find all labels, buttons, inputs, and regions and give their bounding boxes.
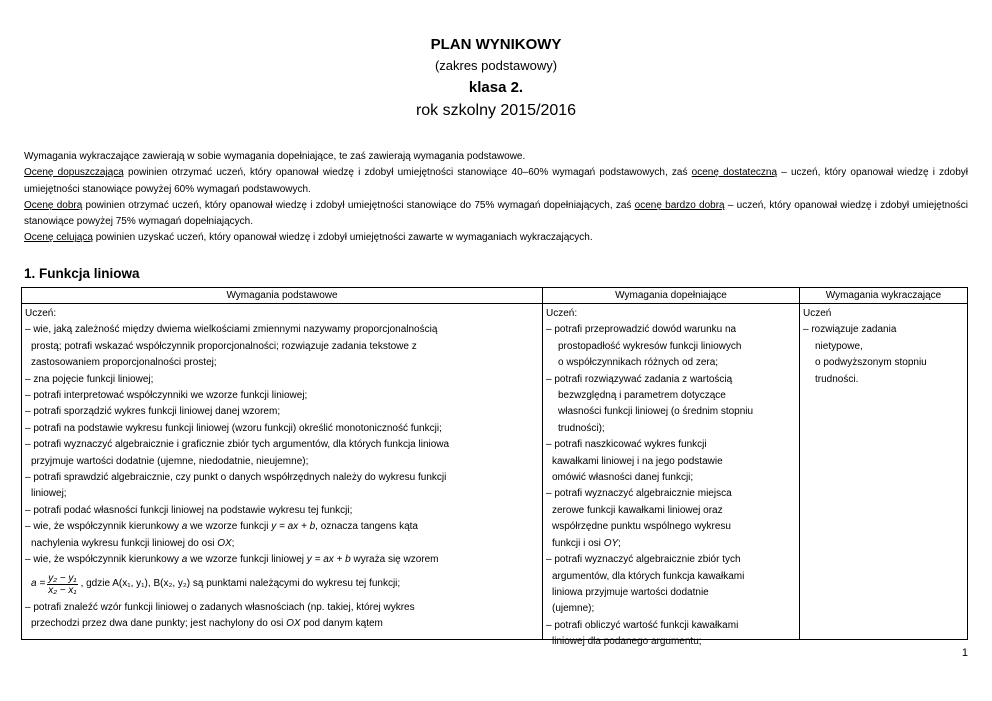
grade-term: Ocenę celującą — [24, 232, 93, 244]
list-item: prostą; potrafi wskazać współczynnik proporcjonalności; rozwiązuje zadania tekstowe z — [31, 340, 417, 352]
list-item: – potrafi obliczyć wartość funkcji kawałkami — [546, 619, 739, 631]
table-body-row — [22, 304, 967, 648]
cell-basic — [22, 304, 543, 640]
list-item: kawałkami liniowej i na jego podstawie — [552, 455, 723, 467]
text: , gdzie A(x₁, y₁), B(x₂, y₂) są punktami należącymi do wykresu tej funkcji; — [80, 577, 401, 589]
list-item: Uczeń: — [546, 308, 578, 319]
list-item: o współczynnikach różnych od zera; — [558, 357, 719, 369]
fraction-numerator: y₂ − y₁ — [48, 572, 77, 584]
math-var: OY — [603, 537, 619, 549]
intro-line: Wymagania wykraczające zawierają w sobie wymagania dopełniające, te zaś zawierają wymagania podstawowe. — [24, 151, 526, 162]
grade-celujaca-rule — [24, 230, 968, 246]
text: pod danym kątem — [300, 617, 383, 629]
list-item: – potrafi interpretować współczynniki we wzorze funkcji liniowej; — [25, 390, 308, 402]
list-item: trudności. — [815, 373, 859, 385]
math-var: OX — [286, 617, 301, 629]
grade-dobra-rule — [24, 198, 968, 231]
math-var: a — [181, 521, 188, 533]
header-extended: Wymagania wykraczające — [825, 290, 942, 301]
list-item: – rozwiązuje zadania — [803, 324, 897, 336]
grade-term: ocenę bardzo dobrą — [634, 199, 725, 211]
text: , oznacza tangens kąta — [315, 521, 418, 533]
slope-formula — [25, 569, 538, 600]
list-item: – potrafi sporządzić wykres funkcji liniowej danej wzorem; — [25, 406, 281, 418]
header-basic: Wymagania podstawowe — [22, 288, 543, 303]
document-title: PLAN WYNIKOWY — [430, 36, 562, 53]
text: nachylenia wykresu funkcji liniowej do osi — [31, 537, 218, 549]
text: funkcji i osi — [552, 537, 604, 549]
list-item: liniowej; — [31, 488, 67, 500]
header-supplementary: Wymagania dopełniające — [543, 288, 800, 303]
school-year: rok szkolny 2015/2016 — [415, 102, 577, 119]
grade-term: Ocenę dobrą — [24, 199, 83, 211]
list-item: liniowa przyjmuje wartości dodatnie — [552, 586, 709, 598]
list-item: zerowe funkcji kawałkami liniowej oraz — [552, 504, 723, 516]
fraction — [47, 573, 77, 596]
list-item — [25, 616, 538, 632]
list-item: nietypowe, — [815, 340, 863, 352]
list-item: trudności); — [558, 422, 605, 434]
text: ; — [231, 537, 235, 549]
list-item: Uczeń — [803, 308, 832, 319]
grade-dopuszczajaca-rule — [24, 165, 968, 198]
rule-text: powinien otrzymać uczeń, który opanował wiedzę i zdobył umiejętności stanowiące do 75% wymagań dopełniających, zaś — [82, 199, 635, 211]
list-item: – potrafi rozwiązywać zadania z wartością — [546, 373, 733, 385]
text: ; — [618, 537, 621, 549]
math-var: OX — [217, 537, 232, 549]
list-item — [25, 519, 538, 535]
list-item: – potrafi podać własności funkcji liniowej na podstawie wykresu tej funkcji; — [25, 504, 353, 516]
list-item: Uczeń: — [25, 308, 57, 319]
text: przechodzi przez dwa dane punkty; jest nachylony do osi — [31, 617, 287, 629]
list-item: – potrafi naszkicować wykres funkcji — [546, 439, 707, 451]
rule-text: powinien uzyskać uczeń, który opanował wiedzę i zdobył umiejętności zawarte w wymaganiach wykraczających. — [92, 232, 593, 244]
rule-text: – uczeń, który opanował wiedzę i zdobył umiejętności stanowiące powyżej 75% wymagań dopełniających. — [24, 199, 968, 228]
rule-text: – uczeń, który opanował wiedzę i zdobył umiejętności stanowiące powyżej 60% wymagań podstawowych. — [24, 167, 969, 195]
list-item: – potrafi przeprowadzić dowód warunku na — [546, 324, 737, 336]
math-formula: y = ax + b — [306, 554, 351, 566]
list-item — [546, 536, 795, 552]
math-var: a = — [31, 577, 46, 589]
list-item: przyjmuje wartości dodatnie (ujemne, niedodatnie, nieujemne); — [31, 455, 309, 467]
cell-extended — [800, 304, 967, 640]
list-item: – potrafi znaleźć wzór funkcji liniowej o zadanych własnościach (np. takiej, której wykres — [25, 601, 415, 613]
list-item: – zna pojęcie funkcji liniowej; — [25, 373, 154, 385]
list-item: – wie, jaką zależność między dwiema wielkościami zmiennymi nazywamy proporcjonalnością — [25, 324, 438, 336]
list-item — [25, 536, 538, 552]
list-item: argumentów, dla których funkcja kawałkami — [552, 570, 745, 582]
section-title: 1. Funkcja liniowa — [24, 266, 140, 281]
list-item — [25, 552, 538, 568]
list-item: zastosowaniem proporcjonalności prostej; — [31, 357, 217, 369]
requirements-table — [21, 287, 968, 648]
class-label: klasa 2. — [468, 79, 524, 96]
list-item: omówić własności danej funkcji; — [552, 472, 694, 484]
list-item: bezwzględną i parametrem dotyczące — [558, 390, 726, 402]
list-item: – potrafi sprawdzić algebraicznie, czy punkt o danych współrzędnych należy do wykresu funkcji — [25, 472, 447, 484]
text: we wzorze funkcji liniowej — [187, 554, 307, 566]
grade-term: ocenę dostateczną — [691, 167, 778, 179]
list-item: – potrafi wyznaczyć algebraicznie miejsca — [546, 488, 732, 500]
math-var: a — [181, 554, 188, 566]
text: we wzorze funkcji — [187, 521, 272, 533]
list-item: – potrafi wyznaczyć algebraicznie zbiór tych — [546, 554, 741, 566]
page-number: 1 — [961, 647, 968, 659]
list-item: prostopadłość wykresów funkcji liniowych — [558, 340, 742, 352]
grade-term: Ocenę dopuszczającą — [24, 167, 124, 179]
cell-supplementary — [543, 304, 800, 648]
list-item: liniowej dla podanego argumentu; — [552, 636, 702, 648]
list-item: (ujemne); — [552, 603, 595, 615]
list-item: o podwyższonym stopniu — [815, 357, 927, 369]
text: – wie, że współczynnik kierunkowy — [25, 554, 182, 566]
list-item: – potrafi wyznaczyć algebraicznie i graficznie zbiór tych argumentów, dla których funkcja liniowa — [25, 439, 450, 451]
grading-intro — [24, 149, 968, 247]
document-subtitle: (zakres podstawowy) — [434, 58, 558, 73]
rule-text: powinien otrzymać uczeń, który opanował wiedzę i zdobył umiejętności stanowiące 40–60% wymagań podstawowych, zaś — [123, 167, 692, 179]
math-formula: y = ax + b — [271, 521, 316, 533]
table-header-row — [22, 288, 967, 304]
text: – wie, że współczynnik kierunkowy — [25, 521, 182, 533]
list-item: własności funkcji liniowej (o średnim stopniu — [558, 406, 754, 418]
list-item: – potrafi na podstawie wykresu funkcji liniowej (wzoru funkcji) określić monotoniczność funkcji; — [25, 422, 442, 434]
text: wyraża się wzorem — [350, 554, 439, 566]
list-item: współrzędne punktu wspólnego wykresu — [552, 521, 731, 533]
fraction-denominator: x₂ − x₁ — [48, 584, 77, 596]
